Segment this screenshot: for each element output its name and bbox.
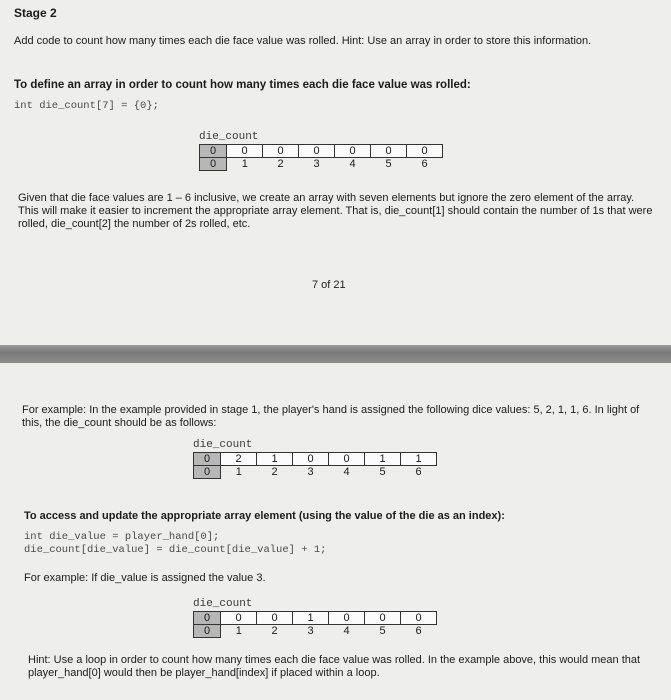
array-index: 6: [415, 625, 422, 638]
array-index: 6: [415, 466, 422, 479]
page-indicator: 7 of 21: [312, 279, 346, 291]
array-cell: 0: [293, 453, 329, 466]
hint-text: Hint: Use a loop in order to count how many times each die face value was rolled. In the example above, this would mean that player_hand[0] would then be player_hand[index] if placed within a loop.: [28, 654, 641, 679]
explanation-text: Given that die face values are 1 – 6 inclusive, we create an array with seven elements but ignore the zero element of the array. This will make it easier to increment the appropriate array element. That is, die_count[1] should contain the number of 1s that were rolled, die_count[2] the number of 2s rolled, etc.: [18, 192, 653, 230]
example-text: For example: In the example provided in stage 1, the player's hand is assigned the following dice values: 5, 2, 1, 1, 6. In light of this, the die_count should be as follows:: [22, 404, 640, 429]
array-index: 5: [379, 466, 386, 479]
array-index: 1: [235, 466, 242, 479]
array-index: 3: [307, 625, 314, 638]
array-cell: 1: [401, 453, 437, 466]
array-cell: 1: [257, 453, 293, 466]
array-index: 2: [271, 625, 278, 638]
array-index: 6: [421, 158, 428, 171]
die-count-array-after: [193, 598, 437, 638]
access-heading: To access and update the appropriate array element (using the value of the die as an index):: [24, 510, 505, 522]
define-code: int die_count[7] = {0};: [14, 100, 159, 112]
array-cell: 0: [194, 612, 221, 625]
array-cell: 2: [221, 453, 257, 466]
die-count-array-example: [193, 439, 437, 479]
array-index: 2: [277, 158, 284, 171]
array-index: 5: [379, 625, 386, 638]
array-cell: 0: [263, 145, 299, 158]
array-index: 5: [385, 158, 392, 171]
array-index: 3: [307, 466, 314, 479]
array-cell: 0: [401, 612, 437, 625]
array-cell: 0: [221, 612, 257, 625]
array-index: 1: [241, 158, 248, 171]
array-cell: 0: [329, 612, 365, 625]
array-cell: 0: [329, 453, 365, 466]
document-page-8: [0, 363, 671, 700]
array-index: 3: [313, 158, 320, 171]
array-index: 0: [194, 466, 221, 479]
array-index: 4: [349, 158, 356, 171]
die-count-array-initial: [199, 131, 443, 171]
array-cell: 0: [257, 612, 293, 625]
array-label: die_count: [193, 598, 253, 610]
array-table: [199, 144, 443, 171]
array-cell: 0: [299, 145, 335, 158]
example2-text: For example: If die_value is assigned the value 3.: [24, 572, 266, 584]
array-cell: 0: [407, 145, 443, 158]
array-cell: 0: [194, 453, 221, 466]
array-table: [193, 452, 437, 479]
array-table: [193, 611, 437, 638]
array-cell: 1: [365, 453, 401, 466]
array-index: 0: [200, 158, 227, 171]
array-index: 0: [194, 625, 221, 638]
array-cell: 1: [293, 612, 329, 625]
array-index: 2: [271, 466, 278, 479]
document-page-7: [0, 0, 671, 345]
array-cell: 0: [371, 145, 407, 158]
array-index: 1: [235, 625, 242, 638]
array-label: die_count: [193, 439, 253, 451]
page-divider: [0, 345, 671, 363]
array-label: die_count: [199, 131, 259, 143]
array-index: 4: [343, 466, 350, 479]
access-code-line-2: die_count[die_value] = die_count[die_value] + 1;: [24, 544, 327, 556]
array-cell: 0: [200, 145, 227, 158]
array-index: 4: [343, 625, 350, 638]
access-code-line-1: int die_value = player_hand[0];: [24, 531, 220, 543]
stage-title: Stage 2: [14, 6, 57, 20]
array-cell: 0: [227, 145, 263, 158]
array-cell: 0: [365, 612, 401, 625]
array-cell: 0: [335, 145, 371, 158]
define-heading: To define an array in order to count how many times each die face value was rolled:: [14, 79, 471, 91]
intro-text: Add code to count how many times each die face value was rolled. Hint: Use an array in order to store this information.: [14, 35, 592, 47]
